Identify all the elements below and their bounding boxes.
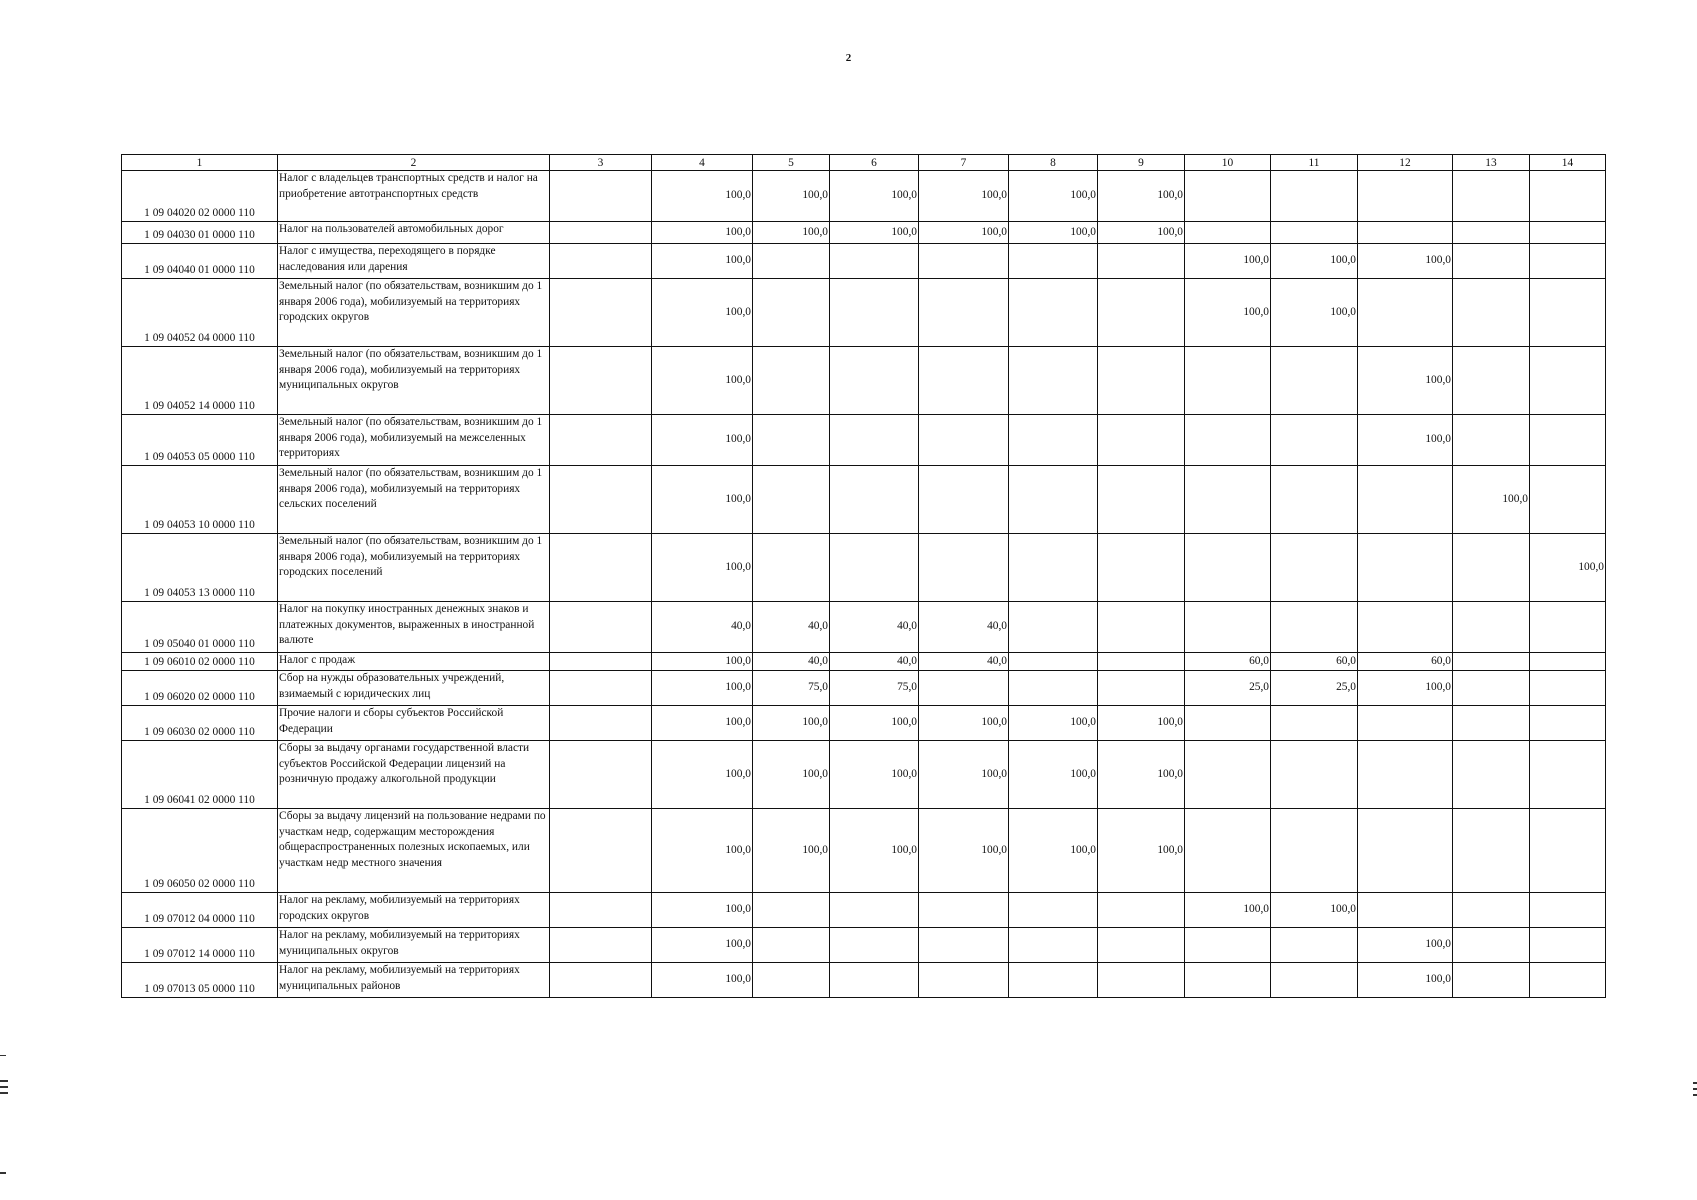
value-cell-col-6 [830, 963, 919, 998]
column-header: 8 [1009, 155, 1098, 171]
value-cell-col-14 [1530, 222, 1606, 244]
value-cell-col-7: 100,0 [919, 809, 1009, 893]
value-cell-col-14 [1530, 741, 1606, 809]
scan-edge-mark [0, 1092, 8, 1094]
column-header: 12 [1358, 155, 1453, 171]
value-cell-col-9: 100,0 [1098, 171, 1185, 222]
value-cell-col-14 [1530, 466, 1606, 534]
budget-code-cell: 1 09 04053 10 0000 110 [122, 466, 278, 534]
table-row [122, 222, 1606, 244]
value-cell-col-13 [1453, 653, 1530, 671]
value-cell-col-3 [550, 534, 652, 602]
value-cell-col-10 [1185, 741, 1271, 809]
value-cell-col-6: 100,0 [830, 706, 919, 741]
value-cell-col-9 [1098, 963, 1185, 998]
value-cell-col-14 [1530, 653, 1606, 671]
value-cell-col-4: 100,0 [652, 244, 753, 279]
value-cell-col-10 [1185, 466, 1271, 534]
value-cell-col-6 [830, 534, 919, 602]
value-cell-col-12: 100,0 [1358, 347, 1453, 415]
value-cell-col-3 [550, 171, 652, 222]
value-cell-col-11 [1271, 466, 1358, 534]
value-cell-col-6: 40,0 [830, 653, 919, 671]
value-cell-col-6 [830, 244, 919, 279]
value-cell-col-12 [1358, 279, 1453, 347]
value-cell-col-4: 100,0 [652, 466, 753, 534]
value-cell-col-5: 40,0 [753, 653, 830, 671]
value-cell-col-13 [1453, 928, 1530, 963]
value-cell-col-4: 100,0 [652, 741, 753, 809]
value-cell-col-14 [1530, 602, 1606, 653]
value-cell-col-13 [1453, 893, 1530, 928]
value-cell-col-11 [1271, 347, 1358, 415]
value-cell-col-5: 40,0 [753, 602, 830, 653]
value-cell-col-7 [919, 415, 1009, 466]
value-cell-col-10: 100,0 [1185, 893, 1271, 928]
value-cell-col-12: 60,0 [1358, 653, 1453, 671]
value-cell-col-9 [1098, 415, 1185, 466]
value-cell-col-4: 100,0 [652, 706, 753, 741]
value-cell-col-13 [1453, 602, 1530, 653]
value-cell-col-9 [1098, 671, 1185, 706]
value-cell-col-7 [919, 466, 1009, 534]
value-cell-col-4: 40,0 [652, 602, 753, 653]
value-cell-col-12 [1358, 706, 1453, 741]
value-cell-col-8 [1009, 347, 1098, 415]
value-cell-col-10 [1185, 222, 1271, 244]
value-cell-col-11: 100,0 [1271, 244, 1358, 279]
column-header: 6 [830, 155, 919, 171]
value-cell-col-8 [1009, 602, 1098, 653]
value-cell-col-7 [919, 928, 1009, 963]
value-cell-col-5 [753, 963, 830, 998]
scan-edge-mark [1693, 1094, 1697, 1096]
value-cell-col-8 [1009, 244, 1098, 279]
value-cell-col-8 [1009, 466, 1098, 534]
value-cell-col-7: 100,0 [919, 222, 1009, 244]
value-cell-col-8 [1009, 653, 1098, 671]
value-cell-col-9 [1098, 244, 1185, 279]
value-cell-col-6: 100,0 [830, 809, 919, 893]
value-cell-col-5 [753, 244, 830, 279]
value-cell-col-10 [1185, 347, 1271, 415]
revenue-name-cell: Земельный налог (по обязательствам, возникшим до 1 января 2006 года), мобилизуемый на территориях городских поселений [278, 534, 550, 602]
value-cell-col-8 [1009, 534, 1098, 602]
value-cell-col-9 [1098, 466, 1185, 534]
budget-code-cell: 1 09 06041 02 0000 110 [122, 741, 278, 809]
value-cell-col-7 [919, 347, 1009, 415]
value-cell-col-9 [1098, 279, 1185, 347]
value-cell-col-13: 100,0 [1453, 466, 1530, 534]
revenue-name-cell: Налог на рекламу, мобилизуемый на территориях городских округов [278, 893, 550, 928]
revenue-name-cell: Сборы за выдачу лицензий на пользование недрами по участкам недр, содержащим месторождения общераспространенных полезных ископаемых, или участкам недр местного значения [278, 809, 550, 893]
value-cell-col-8 [1009, 928, 1098, 963]
value-cell-col-6 [830, 279, 919, 347]
value-cell-col-12 [1358, 534, 1453, 602]
value-cell-col-6: 100,0 [830, 171, 919, 222]
value-cell-col-9 [1098, 347, 1185, 415]
value-cell-col-5 [753, 279, 830, 347]
value-cell-col-13 [1453, 963, 1530, 998]
budget-code-cell: 1 09 04030 01 0000 110 [122, 222, 278, 244]
budget-code-cell: 1 09 05040 01 0000 110 [122, 602, 278, 653]
value-cell-col-13 [1453, 706, 1530, 741]
table-row [122, 602, 1606, 653]
value-cell-col-10: 25,0 [1185, 671, 1271, 706]
value-cell-col-13 [1453, 347, 1530, 415]
value-cell-col-11 [1271, 171, 1358, 222]
scan-edge-mark [1693, 1088, 1697, 1090]
budget-table [121, 154, 1606, 998]
value-cell-col-14 [1530, 963, 1606, 998]
value-cell-col-14 [1530, 171, 1606, 222]
value-cell-col-4: 100,0 [652, 534, 753, 602]
value-cell-col-12 [1358, 171, 1453, 222]
value-cell-col-11: 25,0 [1271, 671, 1358, 706]
value-cell-col-5: 75,0 [753, 671, 830, 706]
budget-code-cell: 1 09 07012 04 0000 110 [122, 893, 278, 928]
value-cell-col-11 [1271, 415, 1358, 466]
value-cell-col-5 [753, 928, 830, 963]
value-cell-col-12 [1358, 602, 1453, 653]
revenue-name-cell: Земельный налог (по обязательствам, возникшим до 1 января 2006 года), мобилизуемый на территориях городских округов [278, 279, 550, 347]
value-cell-col-13 [1453, 809, 1530, 893]
value-cell-col-10: 100,0 [1185, 244, 1271, 279]
value-cell-col-13 [1453, 244, 1530, 279]
value-cell-col-14 [1530, 279, 1606, 347]
value-cell-col-14 [1530, 706, 1606, 741]
value-cell-col-10 [1185, 928, 1271, 963]
value-cell-col-9: 100,0 [1098, 741, 1185, 809]
value-cell-col-12 [1358, 466, 1453, 534]
value-cell-col-14 [1530, 671, 1606, 706]
value-cell-col-5 [753, 347, 830, 415]
table-row [122, 741, 1606, 809]
value-cell-col-8 [1009, 963, 1098, 998]
budget-code-cell: 1 09 07012 14 0000 110 [122, 928, 278, 963]
value-cell-col-9 [1098, 928, 1185, 963]
value-cell-col-7 [919, 244, 1009, 279]
page-number: 2 [845, 52, 852, 64]
value-cell-col-3 [550, 347, 652, 415]
value-cell-col-12 [1358, 741, 1453, 809]
value-cell-col-3 [550, 963, 652, 998]
value-cell-col-8 [1009, 415, 1098, 466]
value-cell-col-3 [550, 415, 652, 466]
revenue-name-cell: Налог с имущества, переходящего в порядке наследования или дарения [278, 244, 550, 279]
value-cell-col-12: 100,0 [1358, 244, 1453, 279]
scan-edge-mark [0, 1080, 8, 1082]
value-cell-col-7: 100,0 [919, 171, 1009, 222]
value-cell-col-4: 100,0 [652, 928, 753, 963]
table-row [122, 809, 1606, 893]
table-row [122, 928, 1606, 963]
value-cell-col-4: 100,0 [652, 893, 753, 928]
budget-code-cell: 1 09 06030 02 0000 110 [122, 706, 278, 741]
value-cell-col-10 [1185, 415, 1271, 466]
value-cell-col-12: 100,0 [1358, 963, 1453, 998]
table-row [122, 671, 1606, 706]
budget-code-cell: 1 09 04052 14 0000 110 [122, 347, 278, 415]
table-body [122, 171, 1606, 998]
value-cell-col-4: 100,0 [652, 671, 753, 706]
value-cell-col-6 [830, 415, 919, 466]
value-cell-col-5 [753, 534, 830, 602]
value-cell-col-12: 100,0 [1358, 415, 1453, 466]
value-cell-col-13 [1453, 279, 1530, 347]
revenue-name-cell: Земельный налог (по обязательствам, возникшим до 1 января 2006 года), мобилизуемый на территориях сельских поселений [278, 466, 550, 534]
budget-code-cell: 1 09 04052 04 0000 110 [122, 279, 278, 347]
value-cell-col-13 [1453, 741, 1530, 809]
value-cell-col-3 [550, 706, 652, 741]
value-cell-col-5: 100,0 [753, 222, 830, 244]
value-cell-col-11 [1271, 222, 1358, 244]
value-cell-col-8 [1009, 671, 1098, 706]
value-cell-col-3 [550, 928, 652, 963]
value-cell-col-10 [1185, 809, 1271, 893]
value-cell-col-3 [550, 671, 652, 706]
value-cell-col-7 [919, 279, 1009, 347]
table-row [122, 466, 1606, 534]
column-header: 13 [1453, 155, 1530, 171]
value-cell-col-5: 100,0 [753, 706, 830, 741]
value-cell-col-10 [1185, 534, 1271, 602]
value-cell-col-14 [1530, 928, 1606, 963]
table-row [122, 534, 1606, 602]
value-cell-col-9: 100,0 [1098, 706, 1185, 741]
scan-edge-mark [0, 1055, 6, 1056]
value-cell-col-14 [1530, 809, 1606, 893]
value-cell-col-11 [1271, 963, 1358, 998]
table-row [122, 171, 1606, 222]
value-cell-col-7 [919, 671, 1009, 706]
scan-edge-mark [0, 1172, 6, 1174]
value-cell-col-4: 100,0 [652, 963, 753, 998]
column-header: 3 [550, 155, 652, 171]
value-cell-col-7 [919, 534, 1009, 602]
value-cell-col-13 [1453, 534, 1530, 602]
value-cell-col-14 [1530, 244, 1606, 279]
budget-code-cell: 1 09 06050 02 0000 110 [122, 809, 278, 893]
value-cell-col-6: 100,0 [830, 741, 919, 809]
value-cell-col-9 [1098, 653, 1185, 671]
value-cell-col-8 [1009, 893, 1098, 928]
budget-code-cell: 1 09 06020 02 0000 110 [122, 671, 278, 706]
budget-code-cell: 1 09 04020 02 0000 110 [122, 171, 278, 222]
revenue-name-cell: Налог на рекламу, мобилизуемый на территориях муниципальных округов [278, 928, 550, 963]
value-cell-col-11 [1271, 928, 1358, 963]
value-cell-col-13 [1453, 671, 1530, 706]
value-cell-col-3 [550, 222, 652, 244]
value-cell-col-13 [1453, 415, 1530, 466]
column-header: 5 [753, 155, 830, 171]
value-cell-col-8: 100,0 [1009, 706, 1098, 741]
value-cell-col-10 [1185, 963, 1271, 998]
table-row [122, 415, 1606, 466]
value-cell-col-14 [1530, 415, 1606, 466]
value-cell-col-8: 100,0 [1009, 741, 1098, 809]
budget-code-cell: 1 09 07013 05 0000 110 [122, 963, 278, 998]
value-cell-col-11 [1271, 741, 1358, 809]
value-cell-col-5 [753, 466, 830, 534]
column-header: 7 [919, 155, 1009, 171]
value-cell-col-8: 100,0 [1009, 222, 1098, 244]
scan-edge-mark [1693, 1082, 1697, 1084]
value-cell-col-6: 75,0 [830, 671, 919, 706]
value-cell-col-11: 100,0 [1271, 279, 1358, 347]
value-cell-col-10: 60,0 [1185, 653, 1271, 671]
value-cell-col-9: 100,0 [1098, 809, 1185, 893]
value-cell-col-5: 100,0 [753, 741, 830, 809]
table-row [122, 244, 1606, 279]
value-cell-col-14 [1530, 347, 1606, 415]
budget-code-cell: 1 09 04040 01 0000 110 [122, 244, 278, 279]
table-row [122, 347, 1606, 415]
value-cell-col-7: 40,0 [919, 602, 1009, 653]
value-cell-col-4: 100,0 [652, 809, 753, 893]
revenue-name-cell: Прочие налоги и сборы субъектов Российской Федерации [278, 706, 550, 741]
value-cell-col-10 [1185, 706, 1271, 741]
value-cell-col-5 [753, 893, 830, 928]
value-cell-col-3 [550, 653, 652, 671]
value-cell-col-14 [1530, 893, 1606, 928]
revenue-name-cell: Сбор на нужды образовательных учреждений, взимаемый с юридических лиц [278, 671, 550, 706]
value-cell-col-13 [1453, 171, 1530, 222]
revenue-name-cell: Сборы за выдачу органами государственной власти субъектов Российской Федерации лицензий на розничную продажу алкогольной продукции [278, 741, 550, 809]
revenue-name-cell: Налог на пользователей автомобильных дорог [278, 222, 550, 244]
value-cell-col-7: 100,0 [919, 741, 1009, 809]
value-cell-col-9 [1098, 893, 1185, 928]
value-cell-col-12 [1358, 893, 1453, 928]
value-cell-col-9 [1098, 602, 1185, 653]
value-cell-col-6 [830, 466, 919, 534]
revenue-name-cell: Налог с владельцев транспортных средств и налог на приобретение автотранспортных средств [278, 171, 550, 222]
value-cell-col-7: 100,0 [919, 706, 1009, 741]
value-cell-col-8: 100,0 [1009, 809, 1098, 893]
value-cell-col-12: 100,0 [1358, 928, 1453, 963]
value-cell-col-6 [830, 893, 919, 928]
value-cell-col-6: 100,0 [830, 222, 919, 244]
value-cell-col-10 [1185, 171, 1271, 222]
value-cell-col-11 [1271, 809, 1358, 893]
value-cell-col-4: 100,0 [652, 415, 753, 466]
value-cell-col-4: 100,0 [652, 222, 753, 244]
column-header: 14 [1530, 155, 1606, 171]
value-cell-col-9: 100,0 [1098, 222, 1185, 244]
value-cell-col-12 [1358, 222, 1453, 244]
value-cell-col-3 [550, 809, 652, 893]
value-cell-col-7 [919, 963, 1009, 998]
value-cell-col-14: 100,0 [1530, 534, 1606, 602]
value-cell-col-7: 40,0 [919, 653, 1009, 671]
revenue-name-cell: Налог с продаж [278, 653, 550, 671]
table-row [122, 963, 1606, 998]
value-cell-col-5 [753, 415, 830, 466]
column-header: 1 [122, 155, 278, 171]
value-cell-col-4: 100,0 [652, 347, 753, 415]
value-cell-col-12 [1358, 809, 1453, 893]
value-cell-col-3 [550, 893, 652, 928]
budget-code-cell: 1 09 04053 13 0000 110 [122, 534, 278, 602]
budget-code-cell: 1 09 04053 05 0000 110 [122, 415, 278, 466]
value-cell-col-3 [550, 244, 652, 279]
value-cell-col-5: 100,0 [753, 171, 830, 222]
column-header: 2 [278, 155, 550, 171]
value-cell-col-3 [550, 602, 652, 653]
value-cell-col-11: 100,0 [1271, 893, 1358, 928]
column-header: 4 [652, 155, 753, 171]
table-row [122, 893, 1606, 928]
value-cell-col-6 [830, 928, 919, 963]
budget-code-cell: 1 09 06010 02 0000 110 [122, 653, 278, 671]
revenue-name-cell: Налог на рекламу, мобилизуемый на территориях муниципальных районов [278, 963, 550, 998]
table-row [122, 653, 1606, 671]
value-cell-col-6 [830, 347, 919, 415]
column-number-row [122, 155, 1606, 171]
revenue-name-cell: Земельный налог (по обязательствам, возникшим до 1 января 2006 года), мобилизуемый на межселенных территориях [278, 415, 550, 466]
value-cell-col-4: 100,0 [652, 279, 753, 347]
value-cell-col-4: 100,0 [652, 653, 753, 671]
value-cell-col-8 [1009, 279, 1098, 347]
scan-edge-mark [0, 1086, 8, 1088]
value-cell-col-11 [1271, 706, 1358, 741]
value-cell-col-10 [1185, 602, 1271, 653]
value-cell-col-4: 100,0 [652, 171, 753, 222]
value-cell-col-12: 100,0 [1358, 671, 1453, 706]
value-cell-col-3 [550, 466, 652, 534]
value-cell-col-11 [1271, 534, 1358, 602]
revenue-name-cell: Земельный налог (по обязательствам, возникшим до 1 января 2006 года), мобилизуемый на территориях муниципальных округов [278, 347, 550, 415]
value-cell-col-7 [919, 893, 1009, 928]
column-header: 11 [1271, 155, 1358, 171]
value-cell-col-8: 100,0 [1009, 171, 1098, 222]
value-cell-col-11 [1271, 602, 1358, 653]
value-cell-col-3 [550, 741, 652, 809]
value-cell-col-6: 40,0 [830, 602, 919, 653]
value-cell-col-5: 100,0 [753, 809, 830, 893]
value-cell-col-11: 60,0 [1271, 653, 1358, 671]
table-row [122, 706, 1606, 741]
value-cell-col-13 [1453, 222, 1530, 244]
value-cell-col-3 [550, 279, 652, 347]
column-header: 10 [1185, 155, 1271, 171]
column-header: 9 [1098, 155, 1185, 171]
revenue-name-cell: Налог на покупку иностранных денежных знаков и платежных документов, выраженных в иностранной валюте [278, 602, 550, 653]
value-cell-col-10: 100,0 [1185, 279, 1271, 347]
table-row [122, 279, 1606, 347]
value-cell-col-9 [1098, 534, 1185, 602]
